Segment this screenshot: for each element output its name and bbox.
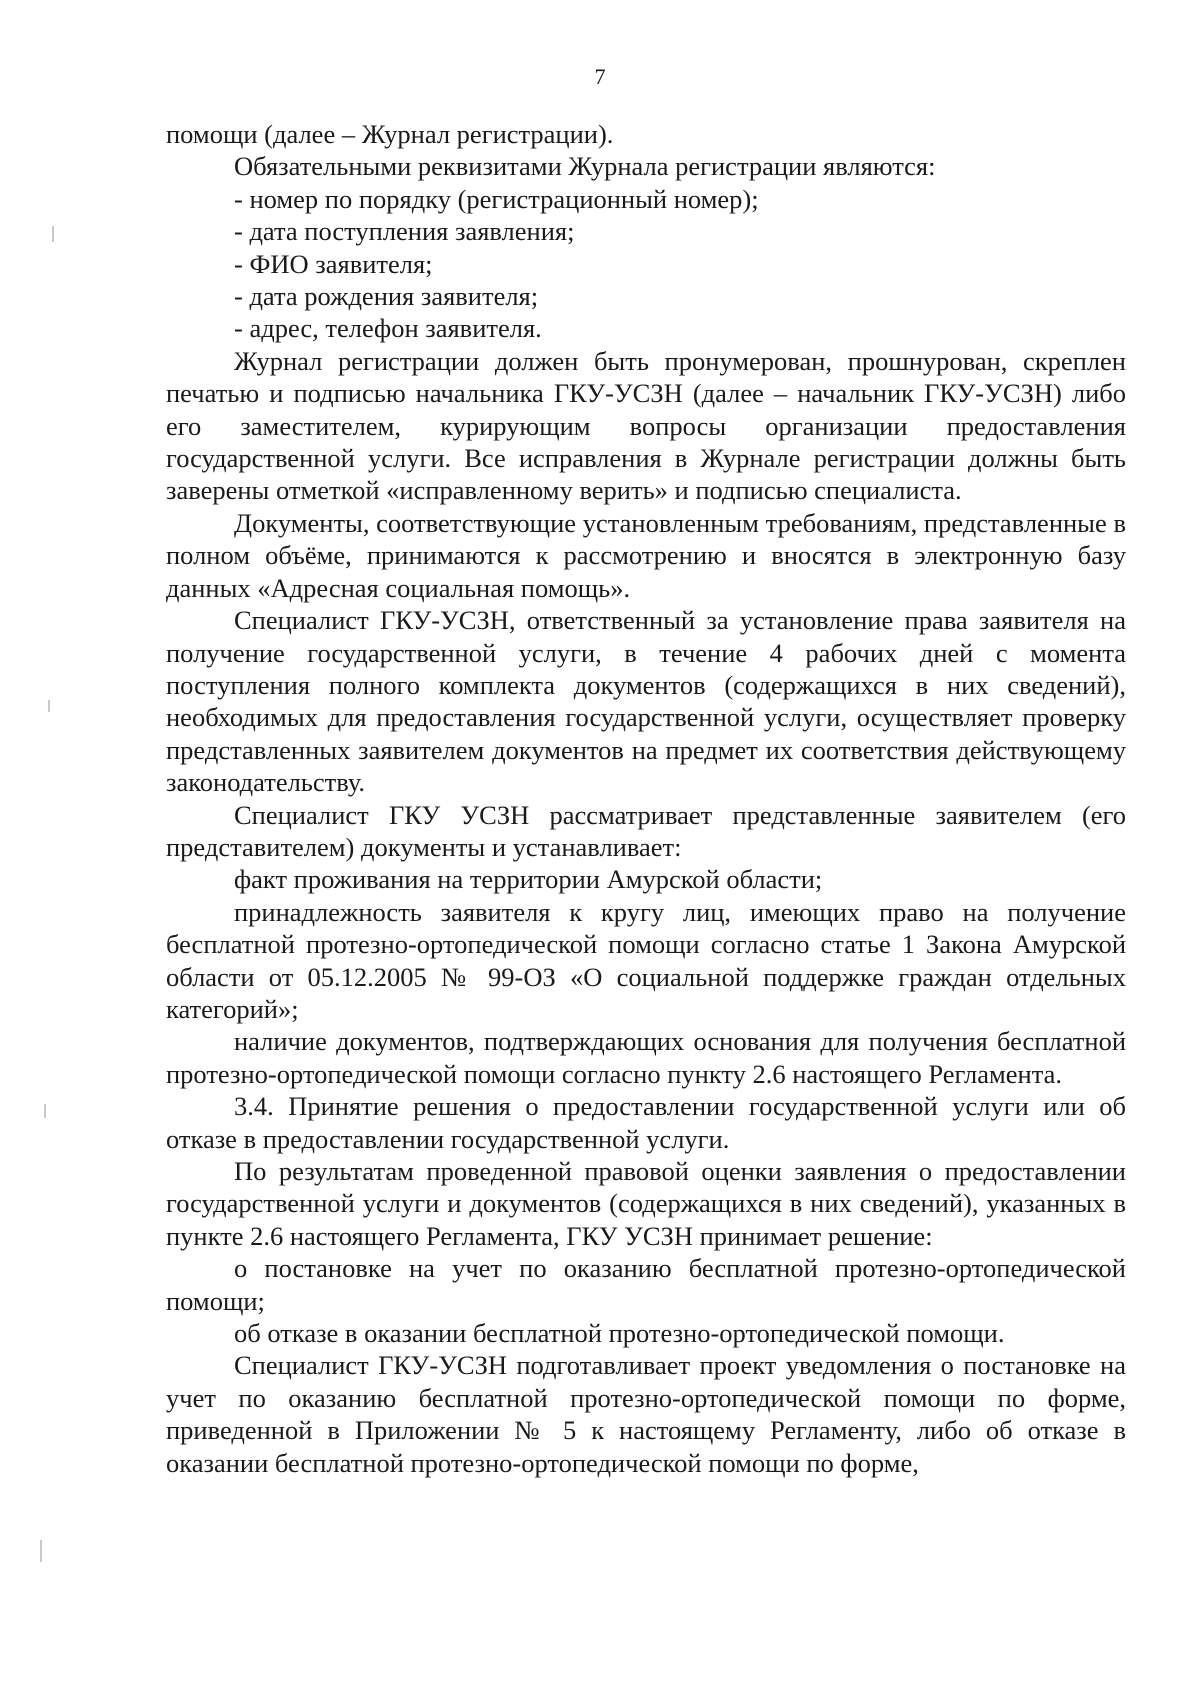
paragraph: факт проживания на территории Амурской области; <box>234 864 823 895</box>
scan-mark <box>40 1540 42 1562</box>
paragraph: Специалист ГКУ-УСЗН подготавливает проект уведомления о постановке на учет по оказанию бесплатной протезно-ортопедической помощи по форме, приведенной в Приложении № 5 к настоящему Регламенту, либо об отказе в оказании бесплатной протезно-ортопедической помощи по форме, <box>166 1350 1126 1478</box>
scan-mark <box>48 700 50 712</box>
list-item: - номер по порядку (регистрационный номер); <box>234 183 759 214</box>
scan-mark <box>44 1104 46 1118</box>
list-item: - дата поступления заявления; <box>234 216 575 247</box>
section-heading: 3.4. Принятие решения о предоставлении государственной услуги или об отказе в предоставлении государственной услуги. <box>166 1091 1126 1154</box>
paragraph: об отказе в оказании бесплатной протезно-ортопедической помощи. <box>234 1318 1005 1349</box>
page-number: 7 <box>594 64 606 89</box>
paragraph: Специалист ГКУ-УСЗН, ответственный за установление права заявителя на получение государственной услуги, в течение 4 рабочих дней с момента поступления полного комплекта документов (содержащихся в них сведений), необходимых для предоставления государственной услуги, осуществляет проверку представленных заявителем документов на предмет их соответствия действующему законодательству. <box>166 605 1126 798</box>
paragraph: принадлежность заявителя к кругу лиц, имеющих право на получение бесплатной протезно-ортопедической помощи согласно статье 1 Закона Амурской области от 05.12.2005 № 99-ОЗ «О социальной поддержке граждан отдельных категорий»; <box>166 896 1126 1024</box>
paragraph: помощи (далее – Журнал регистрации). <box>166 119 614 149</box>
list-item: - адрес, телефон заявителя. <box>234 313 542 344</box>
list-item: - дата рождения заявителя; <box>234 281 539 312</box>
document-body <box>166 118 1126 1479</box>
paragraph: По результатам проведенной правовой оценки заявления о предоставлении государственной услуги и документов (содержащихся в них сведений), указанных в пункте 2.6 настоящего Регламента, ГКУ УСЗН принимает решение: <box>166 1156 1126 1251</box>
paragraph: Обязательными реквизитами Журнала регистрации являются: <box>234 151 936 182</box>
list-item: - ФИО заявителя; <box>234 248 433 279</box>
paragraph: о постановке на учет по оказанию бесплатной протезно-ортопедической помощи; <box>166 1253 1126 1316</box>
paragraph: Документы, соответствующие установленным требованиям, представленные в полном объёме, принимаются к рассмотрению и вносятся в электронную базу данных «Адресная социальная помощь». <box>166 507 1126 603</box>
paragraph: наличие документов, подтверждающих основания для получения бесплатной протезно-ортопедической помощи согласно пункту 2.6 настоящего Регламента. <box>166 1026 1126 1089</box>
paragraph: Специалист ГКУ УСЗН рассматривает представленные заявителем (его представителем) документы и устанавливает: <box>166 799 1126 862</box>
paragraph: Журнал регистрации должен быть пронумерован, прошнурован, скреплен печатью и подписью начальника ГКУ-УСЗН (далее – начальник ГКУ-УСЗН) либо его заместителем, курирующим вопросы организации предоставления государственной услуги. Все исправления в Журнале регистрации должны быть заверены отметкой «исправленному верить» и подписью специалиста. <box>166 345 1126 506</box>
scan-mark <box>52 226 54 242</box>
